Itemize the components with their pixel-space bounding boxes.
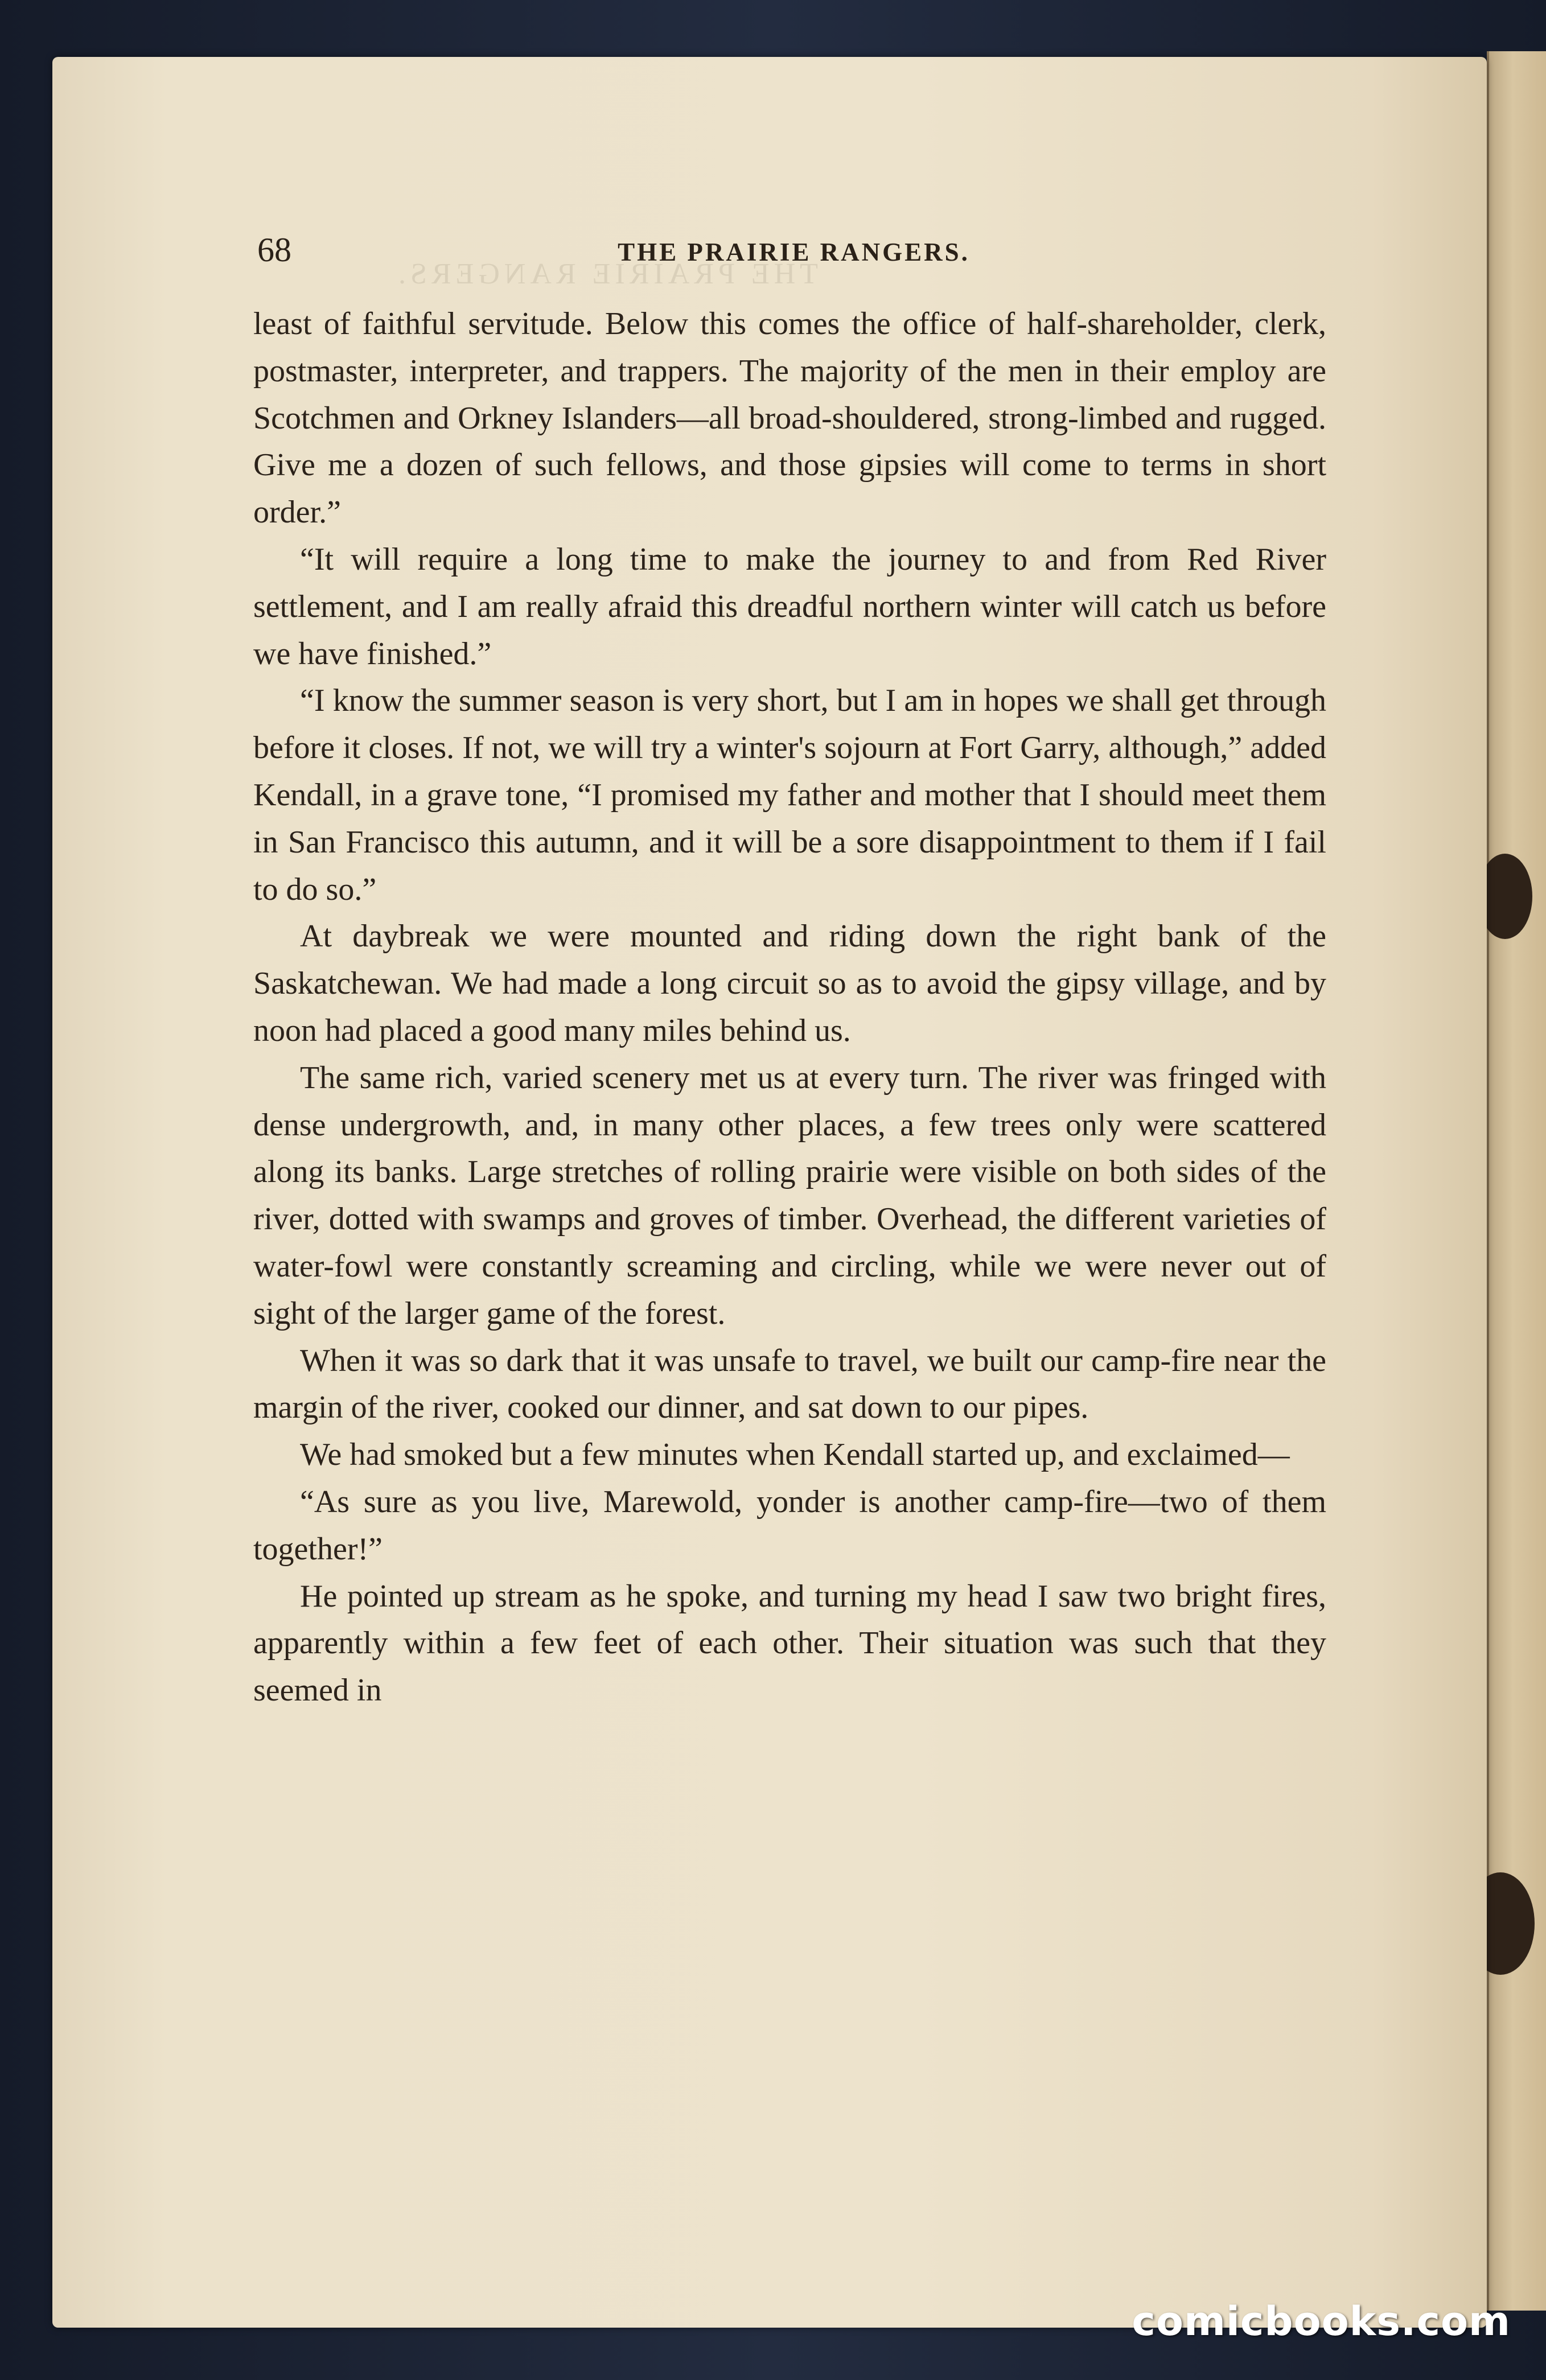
- running-title: THE PRAIRIE RANGERS.: [618, 238, 970, 266]
- paragraph: When it was so dark that it was unsafe to travel, we built our camp-fire near the margin of the river, cooked our dinner, and sat down to our pipes.: [253, 1343, 1326, 1426]
- adjacent-page-edge: [1487, 51, 1546, 2311]
- body-text: [253, 300, 1326, 1714]
- paragraph: “I know the summer season is very short, but I am in hopes we shall get through before it closes. If not, we will try a winter's sojourn at Fort Garry, although,” added Kendall, in a grave tone, “I promised my father and mother that I should meet them in San Francisco this autumn, and it will be a sore disappointment to them if I fail to do so.”: [253, 683, 1326, 907]
- page-header: [257, 230, 1330, 282]
- paragraph: least of faithful servitude. Below this comes the office of half-shareholder, clerk, postmaster, interpreter, and trappers. The majority of the men in their employ are Scotchmen and Orkney Islanders—all broad-shouldered, strong-limbed and rugged. Give me a dozen of such fellows, and those gipsies will come to terms in short order.”: [253, 306, 1326, 530]
- paragraph: “It will require a long time to make the journey to and from Red River settlement, and I am really afraid this dreadful northern winter will catch us before we have finished.”: [253, 541, 1326, 672]
- page-number: 68: [257, 231, 291, 269]
- paragraph: At daybreak we were mounted and riding down the right bank of the Saskatchewan. We had made a long circuit so as to avoid the gipsy village, and by noon had placed a good many miles behind us.: [253, 919, 1326, 1048]
- paragraph: The same rich, varied scenery met us at every turn. The river was fringed with dense undergrowth, and, in many other places, a few trees only were scattered along its banks. Large stretches of rolling prairie were visible on both sides of the river, dotted with swamps and groves of timber. Overhead, the different varieties of water-fowl were constantly screaming and circling, while we were never out of sight of the larger game of the forest.: [253, 1060, 1326, 1331]
- paragraph: He pointed up stream as he spoke, and turning my head I saw two bright fires, apparently within a few feet of each other. Their situation was such that they seemed in: [253, 1578, 1326, 1708]
- paragraph: “As sure as you live, Marewold, yonder is another camp-fire—two of them together!”: [253, 1484, 1326, 1567]
- watermark: comicbooks.com: [1132, 2298, 1511, 2345]
- bleed-through-title: THE PRAIRIE RANGERS.: [394, 258, 819, 290]
- paragraph: We had smoked but a few minutes when Kendall started up, and exclaimed—: [300, 1437, 1290, 1473]
